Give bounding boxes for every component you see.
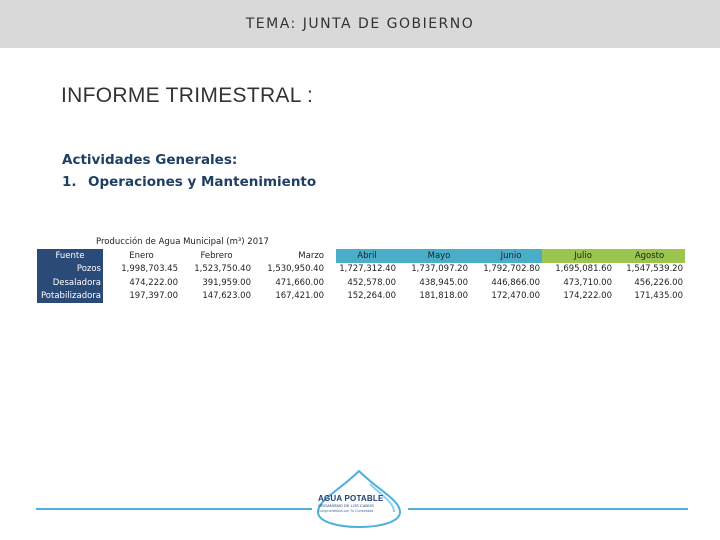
report-title: INFORME TRIMESTRAL : [61,84,314,107]
table-spacer [326,290,336,304]
table-cell: 1,530,950.40 [267,264,324,275]
agua-potable-logo [310,470,408,528]
table-cell: 1,792,702.80 [483,264,540,275]
row-label: Pozos [37,263,103,277]
header-bar [0,0,720,48]
table-cell: 456,226.00 [634,277,683,288]
table-spacer [326,263,336,277]
logo-line-3: Comprometidos con Tu Comunidad [318,509,374,513]
table-cell: 171,435.00 [634,291,683,302]
column-header-month: Enero [103,249,180,263]
table-cell: 1,998,703.45 [121,264,178,275]
table-row [37,290,685,304]
table-cell: 473,710.00 [563,277,612,288]
table-cell: 1,547,539.20 [626,264,683,275]
section-item-label: Operaciones y Mantenimiento [88,174,317,190]
table-spacer [398,263,408,277]
section-item [62,174,316,190]
table-caption: Producción de Agua Municipal (m³) 2017 [96,237,269,247]
table-row [37,263,685,277]
column-header-month: Julio [552,249,614,263]
column-header-fuente: Fuente [37,249,103,263]
table-spacer [542,290,552,304]
column-header-month: Abril [336,249,398,263]
table-cell: 174,222.00 [563,291,612,302]
table-cell: 1,523,750.40 [194,264,251,275]
table-spacer [470,290,480,304]
table-cell: 152,264.00 [347,291,396,302]
table-cell: 474,222.00 [129,277,178,288]
column-header-month: Agosto [614,249,685,263]
table-cell: 452,578.00 [347,277,396,288]
column-header-month: Mayo [408,249,470,263]
row-label: Potabilizadora [37,290,103,304]
table-cell: 197,397.00 [129,291,178,302]
table-cell: 1,737,097.20 [411,264,468,275]
table-cell: 181,818.00 [419,291,468,302]
section-heading: Actividades Generales: [62,152,238,168]
logo-line-2: ORGANISMO DE LOS CABOS [318,503,374,508]
row-label: Desaladora [37,276,103,290]
table-spacer [326,276,336,290]
column-header-month: Junio [480,249,542,263]
footer-divider-right [408,508,688,510]
table-row [37,276,685,290]
table-header-row [37,249,685,263]
column-header-month: Marzo [253,249,326,263]
table-spacer [398,276,408,290]
table-cell: 147,623.00 [202,291,251,302]
table-cell: 471,660.00 [275,277,324,288]
column-header-spacer [326,249,336,263]
table-cell: 1,727,312.40 [339,264,396,275]
production-table [37,249,685,303]
table-cell: 391,959.00 [202,277,251,288]
column-header-month: Febrero [180,249,253,263]
table-spacer [470,276,480,290]
column-header-spacer [398,249,408,263]
column-header-spacer [470,249,480,263]
column-header-spacer [542,249,552,263]
table-spacer [542,276,552,290]
header-title: TEMA: JUNTA DE GOBIERNO [245,16,475,32]
footer-divider-left [36,508,312,510]
section-item-number: 1. [62,174,77,190]
table-spacer [398,290,408,304]
table-cell: 1,695,081.60 [555,264,612,275]
table-spacer [470,263,480,277]
table-cell: 167,421.00 [275,291,324,302]
table-cell: 172,470.00 [491,291,540,302]
table-cell: 446,866.00 [491,277,540,288]
table-cell: 438,945.00 [419,277,468,288]
table-spacer [542,263,552,277]
logo-line-1: AGUA POTABLE [318,494,384,503]
